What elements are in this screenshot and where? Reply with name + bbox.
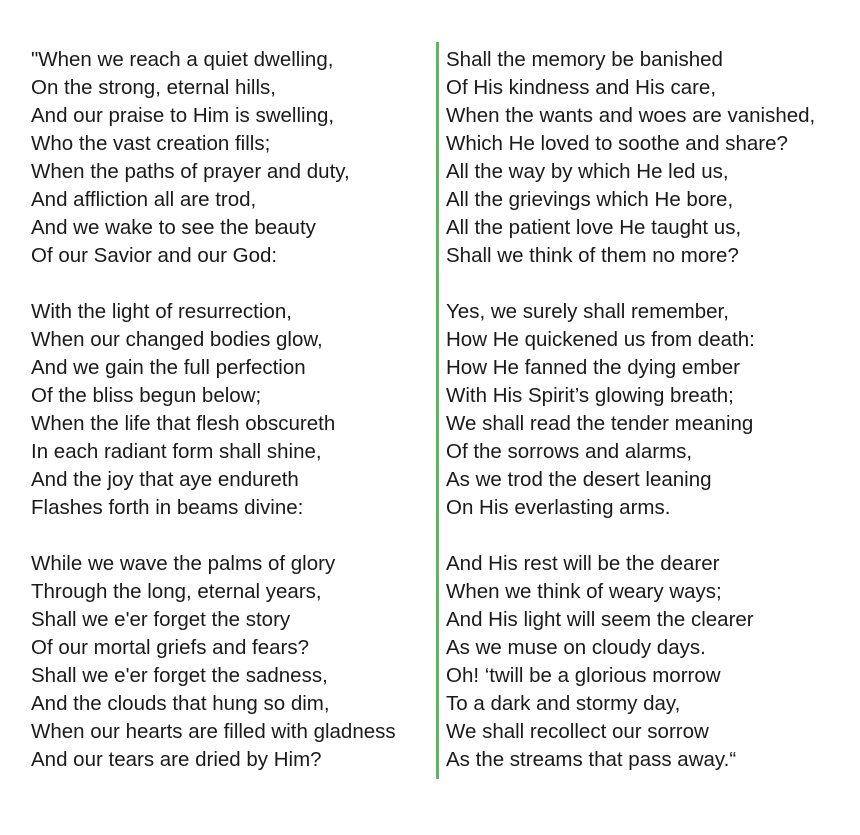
poem-line: Shall we e'er forget the sadness, — [31, 664, 328, 687]
poem-line: When we think of weary ways; — [446, 580, 722, 603]
poem-line: Of the bliss begun below; — [31, 384, 262, 407]
poem-line: On His everlasting arms. — [446, 496, 671, 519]
poem-line: And our tears are dried by Him? — [31, 748, 322, 771]
poem-line: When our hearts are filled with gladness — [31, 720, 396, 743]
poem-line: How He quickened us from death: — [446, 328, 755, 351]
poem-line: Through the long, eternal years, — [31, 580, 322, 603]
poem-line: Flashes forth in beams divine: — [31, 496, 304, 519]
poem-line: And we wake to see the beauty — [31, 216, 316, 239]
poem-line: We shall recollect our sorrow — [446, 720, 709, 743]
column-divider — [436, 42, 439, 779]
poem-line: Of the sorrows and alarms, — [446, 440, 693, 463]
poem-line: Which He loved to soothe and share? — [446, 132, 788, 155]
poem-line: And our praise to Him is swelling, — [31, 104, 335, 127]
poem-line: And we gain the full perfection — [31, 356, 306, 379]
poem-line: Shall we e'er forget the story — [31, 608, 291, 631]
poem-line: "When we reach a quiet dwelling, — [31, 48, 334, 71]
stanza-3 — [31, 550, 426, 774]
poem-line: With the light of resurrection, — [31, 300, 292, 323]
poem-line: Shall the memory be banished — [446, 48, 723, 71]
stanza-1 — [31, 46, 426, 270]
poem-line: How He fanned the dying ember — [446, 356, 741, 379]
poem-line: And affliction all are trod, — [31, 188, 257, 211]
poem-line: On the strong, eternal hills, — [31, 76, 276, 99]
poem-line: Oh! ‘twill be a glorious morrow — [446, 664, 721, 687]
poem-line: While we wave the palms of glory — [31, 552, 336, 575]
poem-line: And the clouds that hung so dim, — [31, 692, 330, 715]
poem-line: Yes, we surely shall remember, — [446, 300, 729, 323]
poem-line: In each radiant form shall shine, — [31, 440, 322, 463]
poem-line: Shall we think of them no more? — [446, 244, 739, 267]
poem-line: All the way by which He led us, — [446, 160, 729, 183]
poem-line: When the paths of prayer and duty, — [31, 160, 350, 183]
poem-line: Of our mortal griefs and fears? — [31, 636, 310, 659]
poem-line: To a dark and stormy day, — [446, 692, 681, 715]
stanza-5 — [446, 298, 851, 522]
poem-line: We shall read the tender meaning — [446, 412, 754, 435]
stanza-4 — [446, 46, 851, 270]
poem-line: And His light will seem the clearer — [446, 608, 754, 631]
poem-line: With His Spirit’s glowing breath; — [446, 384, 734, 407]
poem-line: As we trod the desert leaning — [446, 468, 712, 491]
poem-left-column — [31, 46, 426, 774]
poem-line: All the grievings which He bore, — [446, 188, 734, 211]
poem-line: Who the vast creation fills; — [31, 132, 271, 155]
poem-line: As the streams that pass away.“ — [446, 748, 737, 771]
poem-right-column — [446, 46, 851, 774]
poem-line: And His rest will be the dearer — [446, 552, 720, 575]
poem-line: When the life that flesh obscureth — [31, 412, 336, 435]
poem-line: Of His kindness and His care, — [446, 76, 717, 99]
stanza-6 — [446, 550, 851, 774]
poem-line: When the wants and woes are vanished, — [446, 104, 816, 127]
poem-line: When our changed bodies glow, — [31, 328, 323, 351]
poem-line: All the patient love He taught us, — [446, 216, 742, 239]
poem-line: And the joy that aye endureth — [31, 468, 299, 491]
poem-line: Of our Savior and our God: — [31, 244, 278, 267]
poem-line: As we muse on cloudy days. — [446, 636, 706, 659]
stanza-2 — [31, 298, 426, 522]
